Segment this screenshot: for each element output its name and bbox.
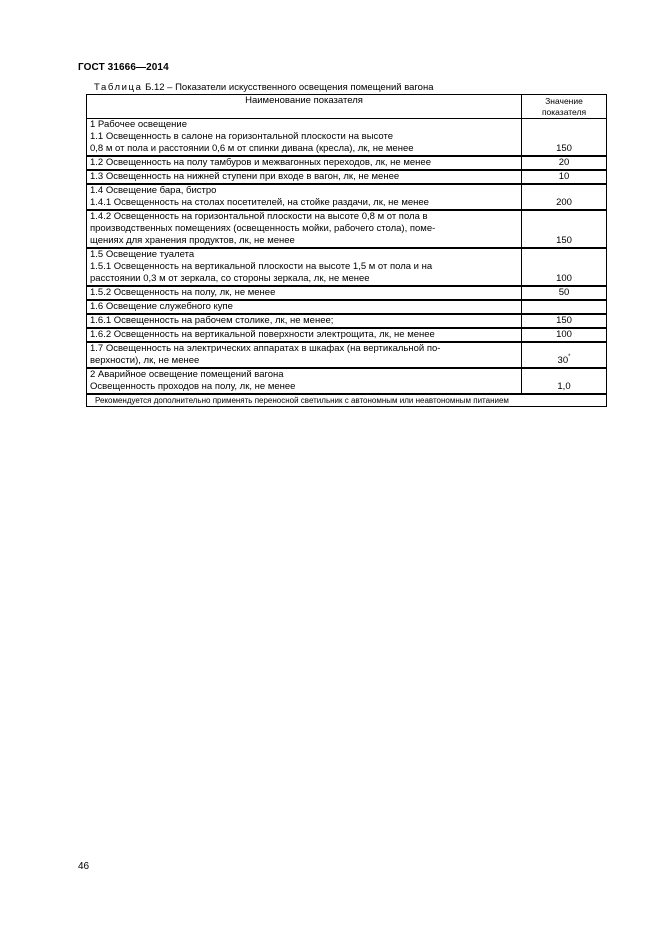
table-row <box>87 210 607 248</box>
table-caption <box>94 82 434 93</box>
indicator-name-cell <box>87 342 522 368</box>
indicator-value: 50 <box>558 287 570 298</box>
indicator-name-line: 1.4.1 Освещенность на столах посетителей, на стойке раздачи, лк, не менее <box>90 197 429 208</box>
indicator-name-line: 1.7 Освещенность на электрических аппаратах в шкафах (на вертикальной по- <box>90 343 441 354</box>
indicator-value-cell <box>522 119 607 157</box>
indicator-name-line: 1.4.2 Освещенность на горизонтальной плоскости на высоте 0,8 м от пола в <box>90 211 428 222</box>
indicator-value: 20 <box>558 157 570 168</box>
indicator-name-line: 1.3 Освещенность на нижней ступени при входе в вагон, лк, не менее <box>90 171 400 182</box>
indicator-name-cell <box>87 314 522 328</box>
document-header: ГОСТ 31666—2014 <box>78 62 169 73</box>
page-number: 46 <box>78 861 90 872</box>
indicator-name-line: 1.6.1 Освещенность на рабочем столике, лк, не менее; <box>90 315 334 326</box>
indicator-value-cell <box>522 184 607 210</box>
indicator-name-cell <box>87 184 522 210</box>
indicator-name-line: 1.5.1 Освещенность на вертикальной плоскости на высоте 1,5 м от пола и на <box>90 261 433 272</box>
indicator-name-cell <box>87 368 522 394</box>
indicator-name-line: 2 Аварийное освещение помещений вагона <box>90 369 284 380</box>
indicator-name-cell <box>87 156 522 170</box>
indicator-value: 150 <box>556 315 572 326</box>
indicator-name-cell <box>87 328 522 342</box>
indicator-name-line: 1.1 Освещенность в салоне на горизонтальной плоскости на высоте <box>90 131 393 142</box>
column-header-value: Значение показателя <box>522 95 607 119</box>
table-row <box>87 286 607 300</box>
indicator-name-cell <box>87 300 522 314</box>
indicator-value-cell <box>522 328 607 342</box>
indicator-value: 200 <box>556 197 572 208</box>
table-row <box>87 248 607 286</box>
indicator-value: 10 <box>558 171 570 182</box>
indicator-value: 150 <box>556 235 572 246</box>
table-row <box>87 328 607 342</box>
indicator-name-line: 1.2 Освещенность на полу тамбуров и межвагонных переходов, лк, не менее <box>90 157 431 168</box>
table-header-row <box>87 95 607 119</box>
indicator-name-cell <box>87 119 522 157</box>
indicator-value-cell <box>522 170 607 184</box>
indicator-name-cell <box>87 286 522 300</box>
table-row <box>87 300 607 314</box>
indicator-name-line: расстоянии 0,3 м от зеркала, со стороны зеркала, лк, не менее <box>90 273 370 284</box>
indicator-name-line: 1 Рабочее освещение <box>90 119 187 130</box>
indicator-value-cell <box>522 368 607 394</box>
column-header-name: Наименование показателя <box>87 95 522 119</box>
table-footnote: Рекомендуется дополнительно применять переносной светильник с автономным или неавтономным питанием <box>87 394 607 407</box>
indicator-value-cell <box>522 300 607 314</box>
table-body <box>87 119 607 395</box>
indicator-name-line: 1.5 Освещение туалета <box>90 249 195 260</box>
indicator-name-line: щениях для хранения продуктов, лк, не менее <box>90 235 295 246</box>
indicator-name-line: 1.5.2 Освещенность на полу, лк, не менее <box>90 287 276 298</box>
table-row <box>87 368 607 394</box>
indicator-value: 100 <box>556 273 572 284</box>
footnote-mark: * <box>568 354 571 360</box>
indicator-value-cell <box>522 248 607 286</box>
indicator-name-line: 1.4 Освещение бара, бистро <box>90 185 217 196</box>
table-row <box>87 342 607 368</box>
indicator-value: 100 <box>556 329 572 340</box>
indicator-name-line: верхности), лк, не менее <box>90 355 200 366</box>
indicator-name-line: 0,8 м от пола и расстоянии 0,6 м от спинки дивана (кресла), лк, не менее <box>90 143 414 154</box>
table-caption-label: Таблица <box>94 82 143 93</box>
indicator-name-line: 1.6 Освещение служебного купе <box>90 301 233 312</box>
table-row <box>87 170 607 184</box>
indicator-name-cell <box>87 170 522 184</box>
table-caption-text: Б.12 – Показатели искусственного освещения помещений вагона <box>145 82 434 93</box>
indicator-value-cell <box>522 342 607 368</box>
indicator-name-line: 1.6.2 Освещенность на вертикальной поверхности электрощита, лк, не менее <box>90 329 435 340</box>
table-row <box>87 156 607 170</box>
indicator-value-cell <box>522 314 607 328</box>
indicator-name-line: Освещенность проходов на полу, лк, не менее <box>90 381 296 392</box>
indicator-name-cell <box>87 210 522 248</box>
indicator-value-cell <box>522 210 607 248</box>
indicator-value-cell <box>522 156 607 170</box>
indicator-name-line: производственных помещениях (освещенность мойки, рабочего стола), поме- <box>90 223 436 234</box>
indicator-value: 1,0 <box>557 381 571 392</box>
table-row <box>87 119 607 157</box>
table-footnote-row <box>87 394 607 407</box>
indicator-name-cell <box>87 248 522 286</box>
indicator-value: 30 <box>557 355 569 366</box>
table-row <box>87 314 607 328</box>
lighting-indicators-table <box>86 94 607 407</box>
indicator-value: 150 <box>556 143 572 154</box>
indicator-value-cell <box>522 286 607 300</box>
table-row <box>87 184 607 210</box>
